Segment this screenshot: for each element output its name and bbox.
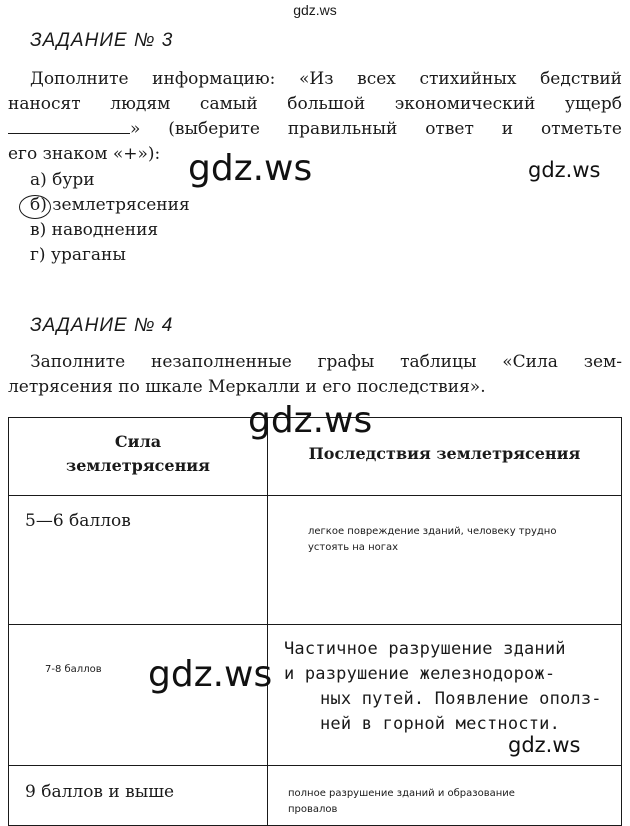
effect-line: ней в горной местности. — [320, 714, 561, 734]
strength-value: 7-8 баллов — [45, 664, 102, 675]
effect-line: ных путей. Появление ополз- — [320, 689, 602, 709]
task3-line-2: наносят людям самый большой экономический ущерб — [8, 94, 622, 114]
watermark-overlay: gdz.ws — [148, 654, 273, 695]
effect-line: устоять на ногах — [308, 542, 399, 553]
table-row — [9, 496, 622, 625]
col-strength-header — [9, 418, 268, 496]
task3-line-1: Дополните информацию: «Из всех стихийных бедствий — [30, 69, 622, 89]
strength-cell[interactable] — [9, 625, 268, 766]
option-c[interactable]: в) наводнения — [30, 220, 159, 240]
task4-paragraph — [30, 350, 622, 375]
watermark-overlay: gdz.ws — [188, 148, 313, 189]
effect-cell[interactable] — [268, 496, 622, 625]
task4-line-1: Заполните незаполненные графы таблицы «Сила зем- — [30, 352, 622, 372]
effect-line: Частичное разрушение зданий — [284, 639, 566, 659]
col-strength-header-line-1: Сила — [114, 432, 162, 451]
strength-value: 9 баллов и выше — [25, 782, 175, 802]
strength-value: 5—6 баллов — [25, 511, 131, 531]
task3-line-3: » (выберите правильный ответ и отметьте — [130, 119, 622, 139]
answer-blank[interactable] — [8, 119, 130, 134]
effect-line: провалов — [288, 804, 338, 815]
task3-line-3-wrap — [8, 117, 622, 142]
col-effect-header-text: Последствия землетрясения — [308, 444, 581, 463]
table-row — [9, 766, 622, 826]
task4-line-2: летрясения по шкале Меркалли и его последствия». — [8, 377, 486, 397]
task3-paragraph-cont — [8, 92, 622, 117]
watermark-overlay: gdz.ws — [508, 733, 581, 757]
col-strength-header-line-2: землетрясения — [66, 456, 210, 475]
top-watermark: gdz.ws — [293, 2, 337, 18]
effect-line: и разрушение железнодорож- — [284, 664, 556, 684]
option-a[interactable]: а) бури — [30, 170, 95, 190]
task3-line-4-wrap — [8, 142, 160, 167]
task3-line-4: его знаком «+»): — [8, 144, 161, 164]
option-d[interactable]: г) ураганы — [30, 245, 126, 265]
task4-paragraph-cont — [8, 375, 486, 400]
task3-header: ЗАДАНИЕ № 3 — [30, 30, 174, 51]
watermark-overlay: gdz.ws — [248, 400, 373, 441]
effect-line: полное разрушение зданий и образование — [288, 788, 515, 799]
task4-header: ЗАДАНИЕ № 4 — [30, 315, 174, 336]
effect-line: легкое повреждение зданий, человеку трудно — [308, 526, 557, 537]
mercalli-table — [8, 417, 622, 826]
effect-cell[interactable] — [268, 766, 622, 826]
task3-paragraph — [30, 67, 622, 92]
watermark-overlay: gdz.ws — [528, 158, 601, 182]
option-b[interactable]: б) землетрясения — [30, 195, 190, 215]
strength-cell — [9, 766, 268, 826]
strength-cell — [9, 496, 268, 625]
